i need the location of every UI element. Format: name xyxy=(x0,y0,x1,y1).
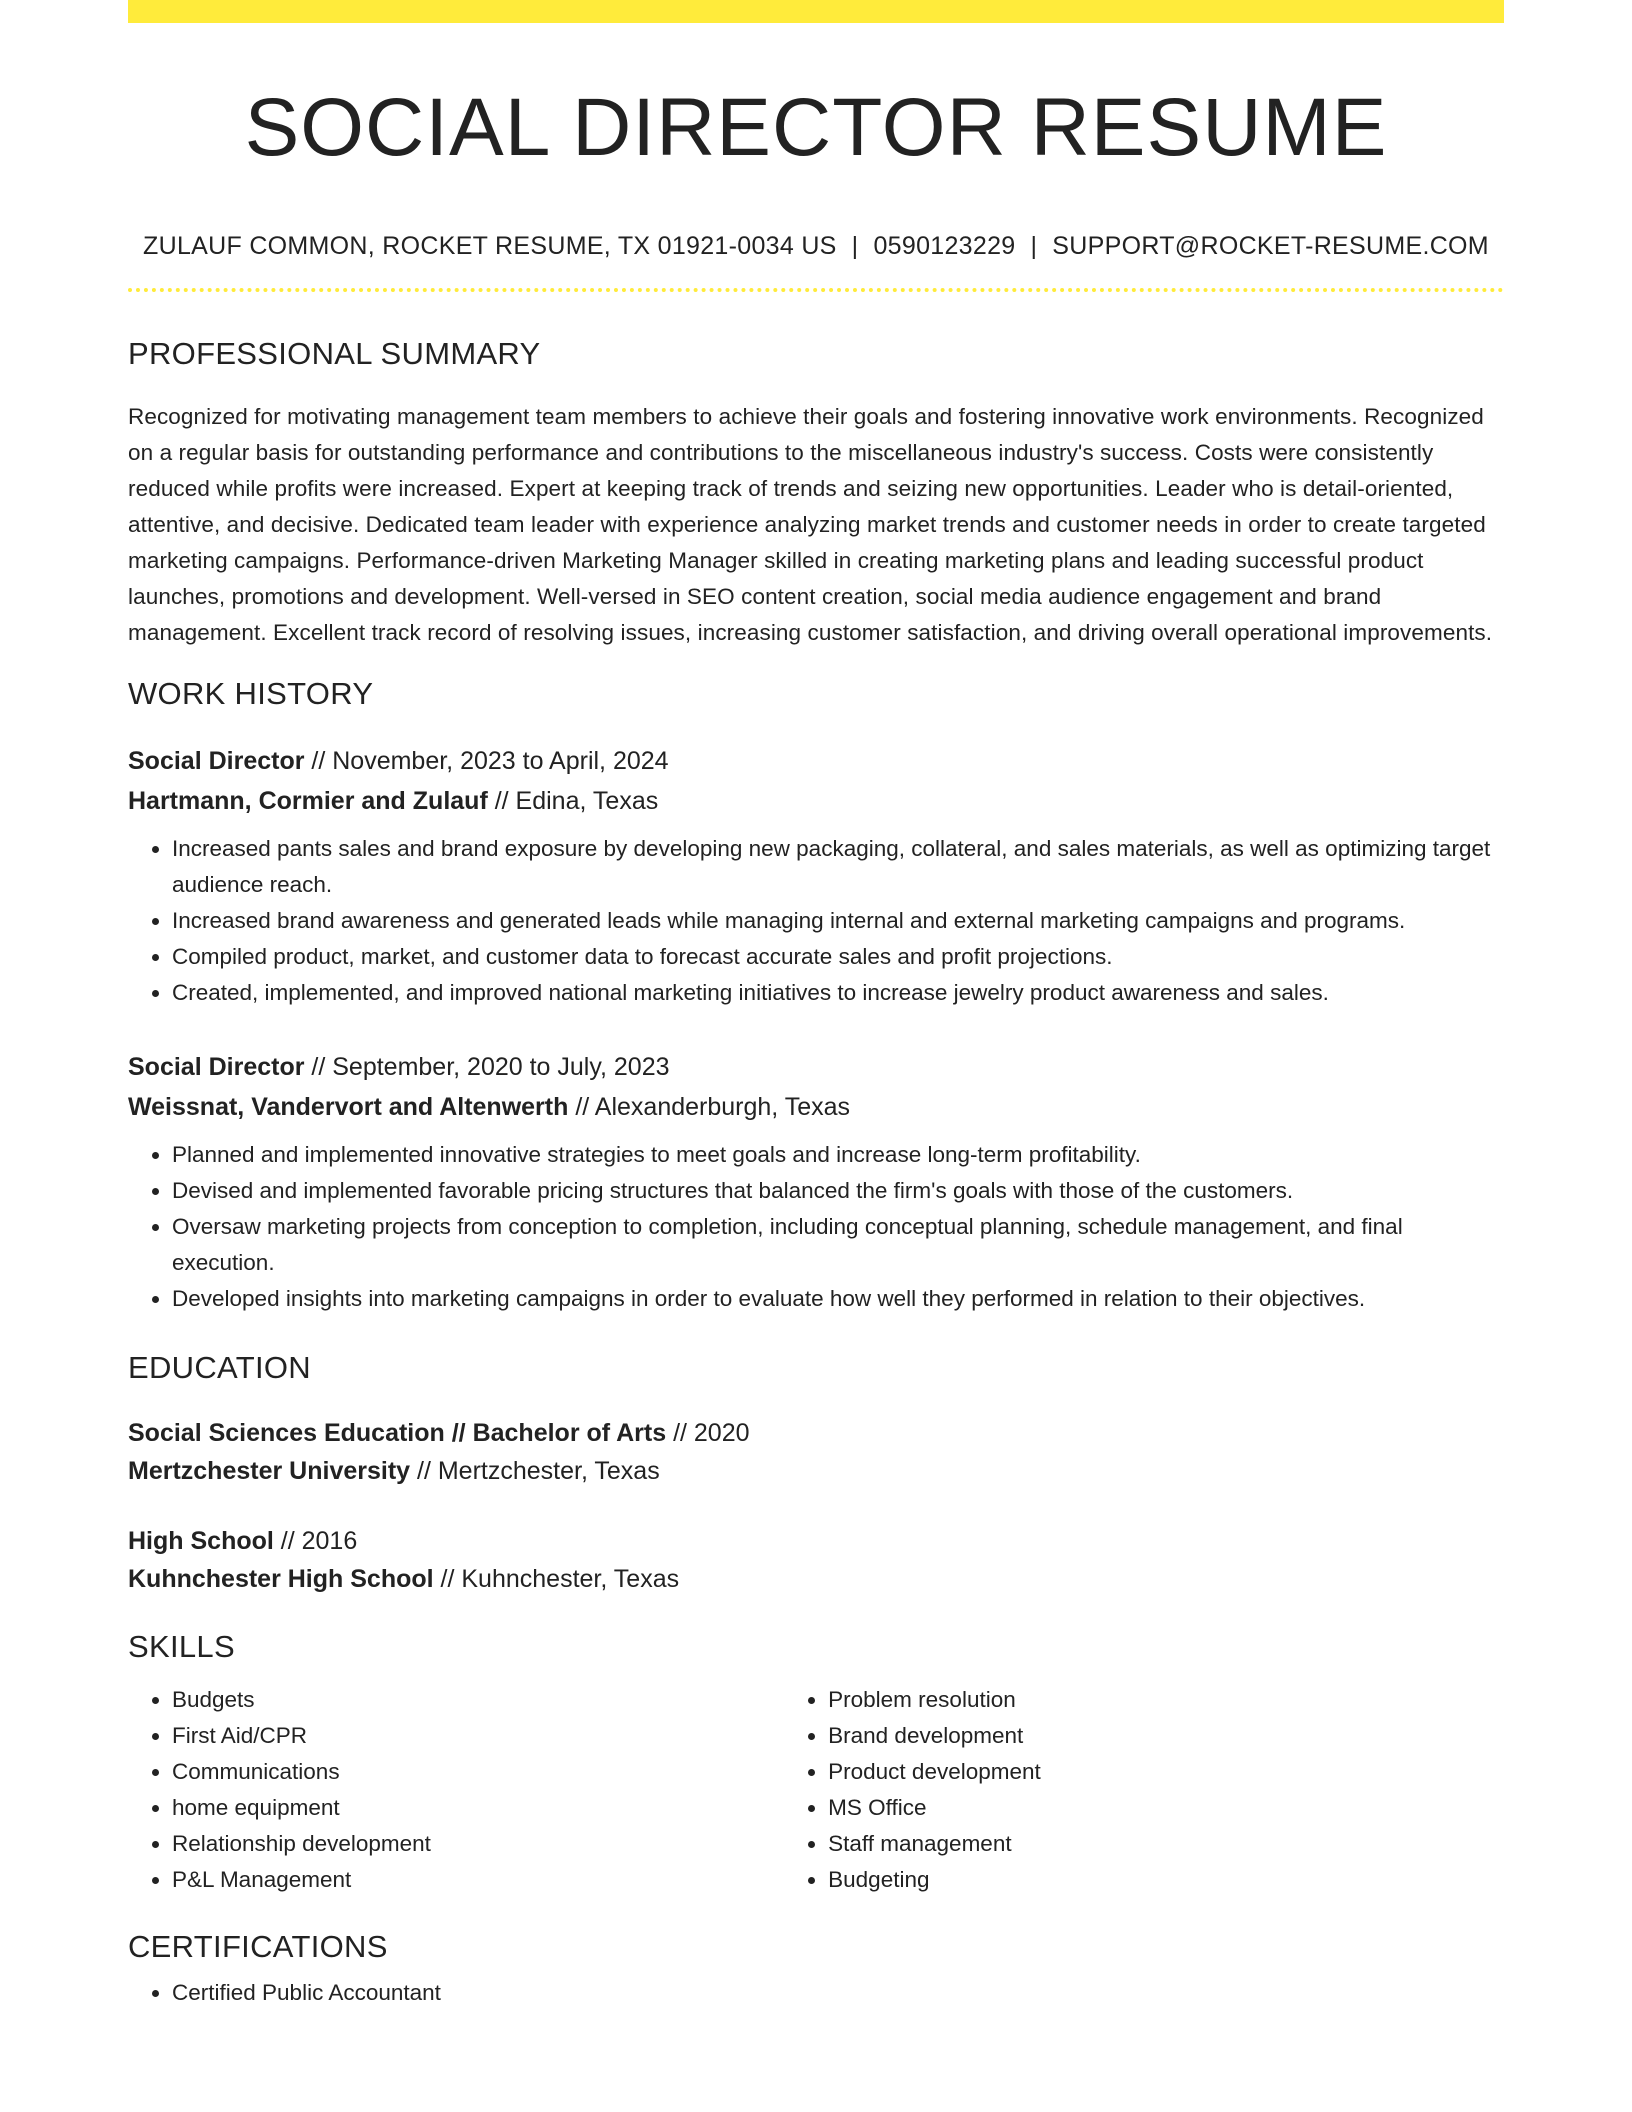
skill-item: • Communications xyxy=(172,1754,784,1790)
skill-item: • Staff management xyxy=(828,1826,1504,1862)
contact-separator: | xyxy=(851,232,859,261)
job-title-line xyxy=(128,741,1504,781)
skill-item: • Brand development xyxy=(828,1718,1504,1754)
skill-item: • Problem resolution xyxy=(828,1682,1504,1718)
resume-title: SOCIAL DIRECTOR RESUME xyxy=(244,82,1388,173)
job-dates: // September, 2020 to July, 2023 xyxy=(304,1052,670,1081)
skill-item: • Budgeting xyxy=(828,1862,1504,1898)
job-title: Social Director xyxy=(128,1052,305,1081)
list-item: • Created, implemented, and improved national marketing initiatives to increase jewelry product awareness and sales. xyxy=(172,975,1504,1011)
job-dates: // November, 2023 to April, 2024 xyxy=(304,746,669,775)
list-item: • Compiled product, market, and customer data to forecast accurate sales and profit projections. xyxy=(172,939,1504,975)
skill-item: • home equipment xyxy=(172,1790,784,1826)
edu-school-line xyxy=(128,1452,1504,1490)
contact-phone: 0590123229 xyxy=(873,232,1016,261)
job-title-line xyxy=(128,1047,1504,1087)
edu-degree-line xyxy=(128,1522,1504,1560)
job-company-line xyxy=(128,1087,1504,1127)
certification-item: • Certified Public Accountant xyxy=(172,1975,1504,2011)
summary-heading: PROFESSIONAL SUMMARY xyxy=(128,336,541,372)
work-history-heading: WORK HISTORY xyxy=(128,676,374,712)
list-item: • Devised and implemented favorable pricing structures that balanced the firm's goals with those of the customers. xyxy=(172,1173,1504,1209)
skills-list-right xyxy=(784,1682,1504,1898)
contact-separator: | xyxy=(1030,232,1038,261)
edu-school: Kuhnchester High School xyxy=(128,1564,434,1593)
edu-year: // 2020 xyxy=(666,1418,750,1447)
list-item: • Oversaw marketing projects from conception to completion, including conceptual planning, schedule management, and final execution. xyxy=(172,1209,1504,1281)
edu-location: // Mertzchester, Texas xyxy=(410,1456,660,1485)
job-title: Social Director xyxy=(128,746,305,775)
list-item: • Increased pants sales and brand exposure by developing new packaging, collateral, and sales materials, as well as optimizing target audience reach. xyxy=(172,831,1504,903)
edu-location: // Kuhnchester, Texas xyxy=(433,1564,680,1593)
education-entry xyxy=(128,1522,1504,1598)
contact-line xyxy=(128,231,1504,261)
job-company: Hartmann, Cormier and Zulauf xyxy=(128,786,488,815)
skill-item: • MS Office xyxy=(828,1790,1504,1826)
job-company-line xyxy=(128,781,1504,821)
edu-degree: Social Sciences Education // Bachelor of Arts xyxy=(128,1418,667,1447)
skill-item: • Relationship development xyxy=(172,1826,784,1862)
skill-item: • Product development xyxy=(828,1754,1504,1790)
list-item: • Planned and implemented innovative strategies to meet goals and increase long-term profitability. xyxy=(172,1137,1504,1173)
skills-list-left xyxy=(128,1682,784,1898)
job-bullets xyxy=(128,831,1504,1011)
skills-heading: SKILLS xyxy=(128,1628,235,1664)
skill-item: • First Aid/CPR xyxy=(172,1718,784,1754)
certifications-list xyxy=(128,1975,1504,2011)
education-heading: EDUCATION xyxy=(128,1349,311,1385)
summary-text: Recognized for motivating management team members to achieve their goals and fostering innovative work environments. Recognized on a regular basis for outstanding performance and contributions to the miscellaneous industry's success. Costs were consistently reduced while profits were increased. Expert at keeping track of trends and seizing new opportunities. Leader who is detail-oriented, attentive, and decisive. Dedicated team leader with experience analyzing market trends and customer needs in order to create targeted marketing campaigns. Performance-driven Marketing Manager skilled in creating marketing plans and leading successful product launches, promotions and development. Well-versed in SEO content creation, social media audience engagement and brand management. Excellent track record of resolving issues, increasing customer satisfaction, and driving overall operational improvements. xyxy=(128,404,1493,646)
job-bullets xyxy=(128,1137,1504,1317)
list-item: • Developed insights into marketing campaigns in order to evaluate how well they performed in relation to their objectives. xyxy=(172,1281,1504,1317)
edu-school-line xyxy=(128,1560,1504,1598)
resume-page xyxy=(128,0,1504,2011)
job-location: // Alexanderburgh, Texas xyxy=(568,1092,851,1121)
edu-year: // 2016 xyxy=(273,1526,358,1555)
edu-degree: High School xyxy=(128,1526,274,1555)
accent-top-bar xyxy=(128,0,1504,23)
edu-degree-line xyxy=(128,1414,1504,1452)
job-entry xyxy=(128,741,1504,1011)
dotted-divider xyxy=(128,288,1504,292)
job-company: Weissnat, Vandervort and Altenwerth xyxy=(128,1092,569,1121)
list-item: • Increased brand awareness and generated leads while managing internal and external marketing campaigns and programs. xyxy=(172,903,1504,939)
contact-email: SUPPORT@ROCKET-RESUME.COM xyxy=(1052,232,1489,261)
contact-address: ZULAUF COMMON, ROCKET RESUME, TX 01921-0034 US xyxy=(143,232,837,261)
skills-columns xyxy=(128,1682,1504,1898)
certifications-heading: CERTIFICATIONS xyxy=(128,1928,388,1964)
job-entry xyxy=(128,1047,1504,1317)
skill-item: • P&L Management xyxy=(172,1862,784,1898)
education-entry xyxy=(128,1414,1504,1490)
job-location: // Edina, Texas xyxy=(487,786,659,815)
skill-item: • Budgets xyxy=(172,1682,784,1718)
edu-school: Mertzchester University xyxy=(128,1456,411,1485)
